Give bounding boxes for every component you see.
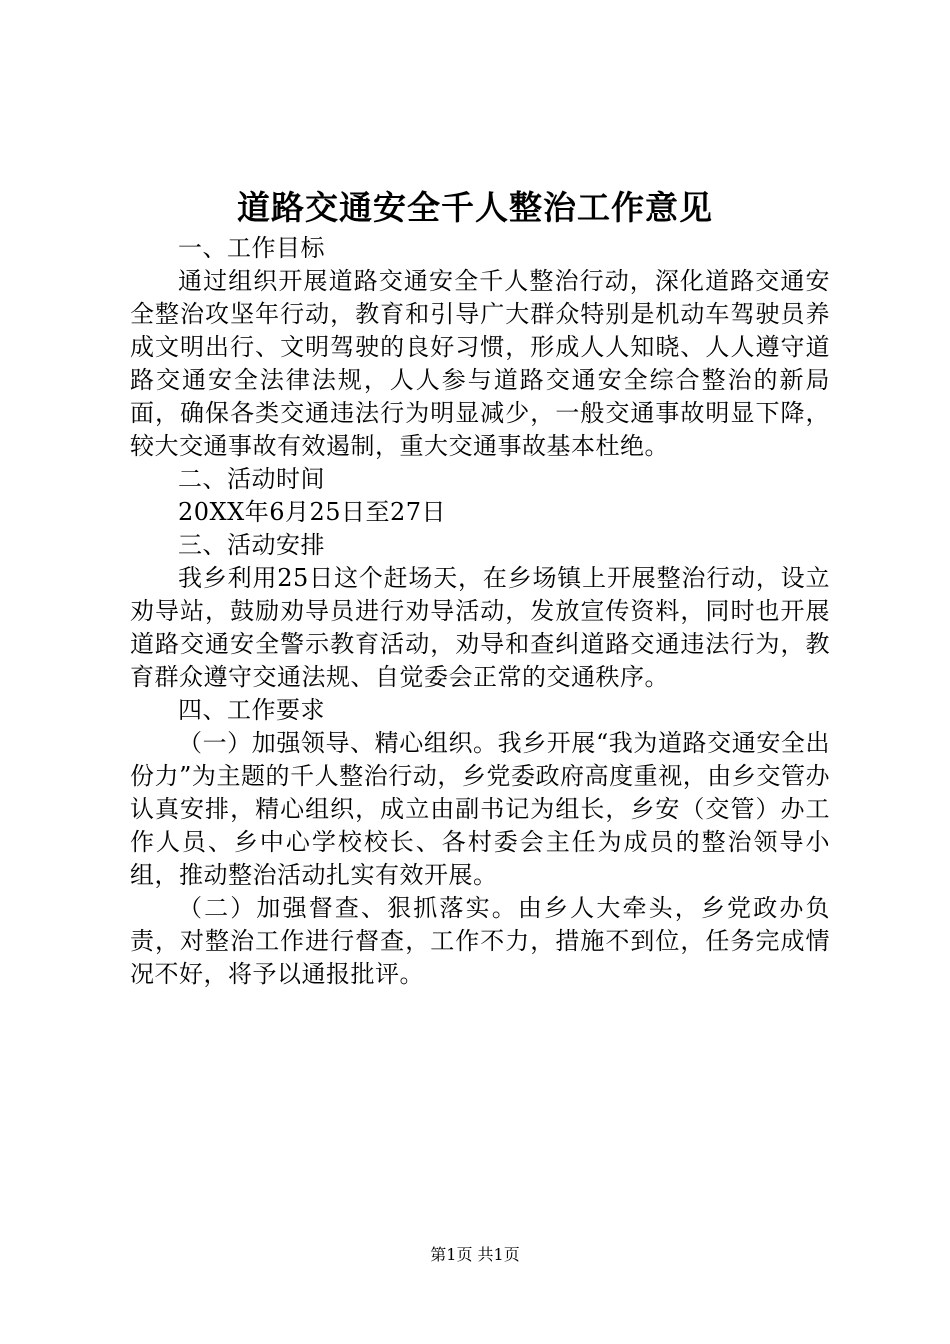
page-footer: 第1页 共1页 bbox=[430, 1245, 520, 1264]
section-heading-requirements: 四、工作要求 bbox=[178, 696, 325, 724]
paragraph-arrangement: 我乡利用25日这个赶场天，在乡场镇上开展整治行动，设立劝导站，鼓励劝导员进行劝导活动，发放宣传资料，同时也开展道路交通安全警示教育活动，劝导和查纠道路交通违法行为，教育群众遵守交通法规、自觉委会正常的交通秩序。 bbox=[130, 564, 830, 691]
section-heading-time: 二、活动时间 bbox=[178, 465, 325, 493]
paragraph-requirement-2: （二）加强督查、狠抓落实。由乡人大牵头，乡党政办负责，对整治工作进行督查，工作不力，措施不到位，任务完成情况不好，将予以通报批评。 bbox=[130, 894, 830, 988]
section-heading-arrangement: 三、活动安排 bbox=[178, 531, 325, 559]
section-heading-goal: 一、工作目标 bbox=[178, 234, 325, 262]
paragraph-requirement-1: （一）加强领导、精心组织。我乡开展“我为道路交通安全出份力”为主题的千人整治行动，乡党委政府高度重视，由乡交管办认真安排，精心组织，成立由副书记为组长，乡安（交管）办工作人员、乡中心学校校长、各村委会主任为成员的整治领导小组，推动整治活动扎实有效开展。 bbox=[130, 729, 830, 889]
document-title: 道路交通安全千人整治工作意见 bbox=[237, 188, 713, 227]
paragraph-time: 20XX年6月25日至27日 bbox=[178, 498, 447, 526]
document-body bbox=[130, 232, 830, 991]
paragraph-goal: 通过组织开展道路交通安全千人整治行动，深化道路交通安全整治攻坚年行动，教育和引导广大群众特别是机动车驾驶员养成文明出行、文明驾驶的良好习惯，形成人人知晓、人人遵守道路交通安全法律法规，人人参与道路交通安全综合整治的新局面，确保各类交通违法行为明显减少，一般交通事故明显下降，较大交通事故有效遏制，重大交通事故基本杜绝。 bbox=[130, 267, 830, 460]
